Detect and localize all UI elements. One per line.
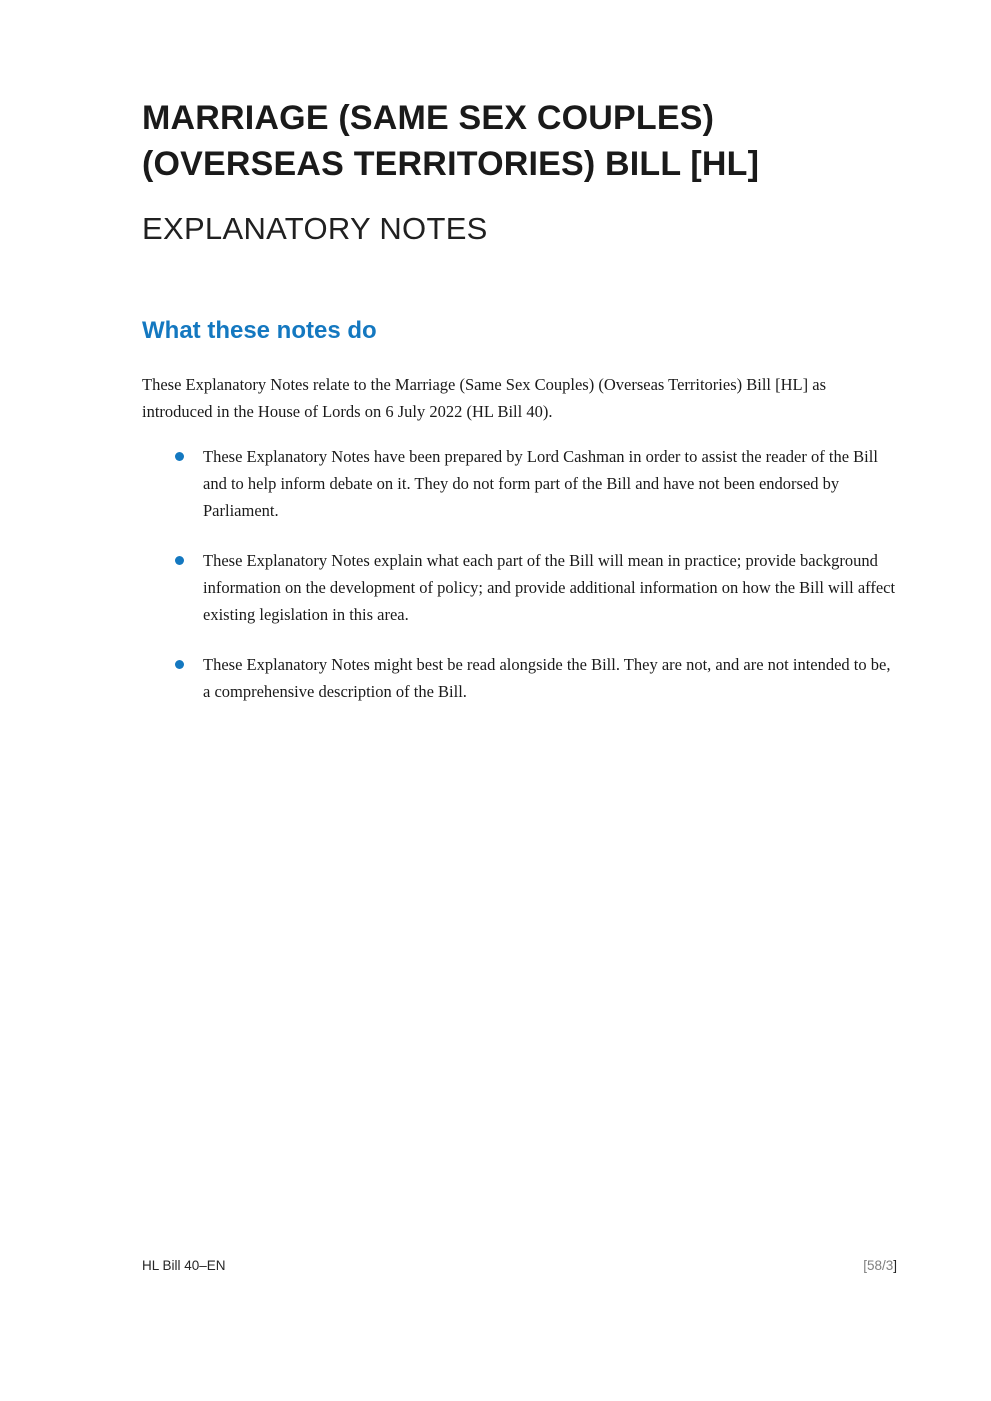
section-heading: What these notes do xyxy=(142,317,377,345)
bill-number: HL Bill 40–EN xyxy=(142,1258,226,1273)
page-footer xyxy=(142,1258,897,1273)
page-reference xyxy=(863,1258,897,1273)
bullet-text: These Explanatory Notes have been prepared by Lord Cashman in order to assist the reader of the Bill and to help inform debate on it. They do not form part of the Bill and have not been endorsed by Parliament. xyxy=(203,447,878,521)
intro-paragraph: These Explanatory Notes relate to the Marriage (Same Sex Couples) (Overseas Territories) Bill [HL] as introduced in the House of Lords on 6 July 2022 (HL Bill 40). xyxy=(142,375,826,422)
bullet-text: These Explanatory Notes might best be read alongside the Bill. They are not, and are not intended to be, a comprehensive description of the Bill. xyxy=(203,655,891,702)
bullet-icon xyxy=(175,452,184,461)
bullet-item xyxy=(142,443,897,524)
bullet-item xyxy=(142,651,897,705)
page-reference-bracket: ] xyxy=(893,1258,897,1273)
bill-title xyxy=(142,96,897,187)
bill-title-line-2: (OVERSEAS TERRITORIES) BILL [HL] xyxy=(142,144,760,183)
bullet-item xyxy=(142,547,897,628)
page-reference-value: [58/3 xyxy=(863,1258,894,1273)
notes-bullet-list xyxy=(142,443,897,705)
bullet-text: These Explanatory Notes explain what each part of the Bill will mean in practice; provide background information on the development of policy; and provide additional information on how the Bill will affect existing legislation in this area. xyxy=(203,551,896,625)
explanatory-notes-heading: EXPLANATORY NOTES xyxy=(142,211,488,247)
bullet-icon xyxy=(175,660,184,669)
bullet-icon xyxy=(175,556,184,565)
bill-title-line-1: MARRIAGE (SAME SEX COUPLES) xyxy=(142,99,715,137)
